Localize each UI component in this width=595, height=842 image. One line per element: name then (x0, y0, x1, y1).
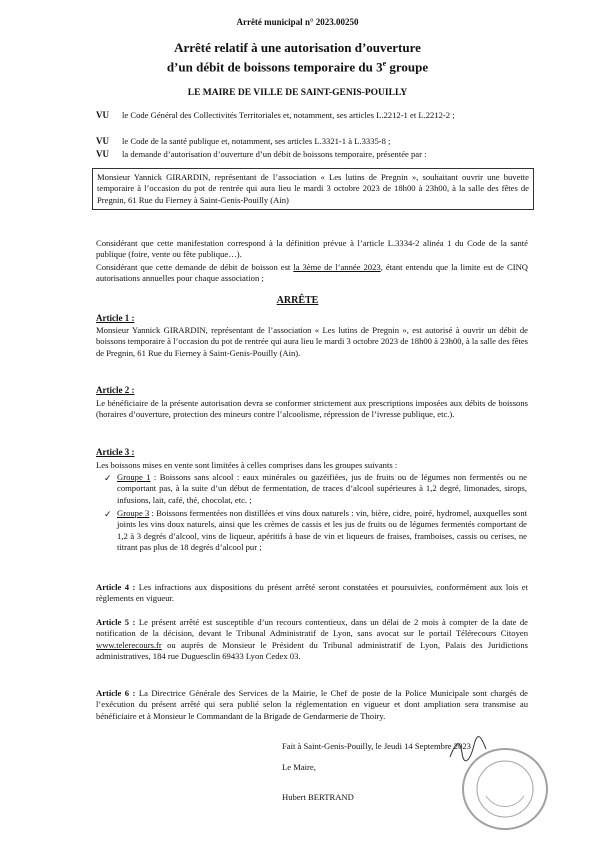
article-4: Article 4 : Les infractions aux dispositions du présent arrêté seront constatées et poursuivies, conformément aux lois et règlements en vigueur. (96, 582, 528, 604)
municipal-stamp (462, 748, 548, 830)
article-5: Article 5 : Le présent arrêté est susceptible d’un recours contentieux, dans un délai de 2 mois à compter de la date de notification de la décision, devant le Tribunal Administratif de Lyon, sans avocat sur le portail Télérecours Citoyen www.telerecours.fr ou auprès de Monsieur le Président du Tribunal administratif de Lyon, Palais des Juridictions administratives, 184 rue Duguesclin 69433 Lyon Cedex 03. (96, 617, 528, 662)
considerant-2: Considérant que cette demande de débit de boisson est la 3ème de l’année 2023, étant entendu que la limite est de CINQ autorisations annuelles pour chaque association ; (96, 262, 528, 284)
article-2-title: Article 2 : (96, 385, 135, 395)
vu-label: VU (96, 110, 109, 120)
vu-item (96, 136, 526, 148)
vu-text: la demande d’autorisation d’ouverture d’un débit de boissons temporaire, présentée par : (122, 149, 427, 159)
checkmark-icon: ✓ (104, 509, 112, 519)
arrete-number: Arrêté municipal n° 2023.00250 (236, 17, 359, 27)
article-1-text: Monsieur Yannick GIRARDIN, représentant de l’association « Les lutins de Pregnin », est autorisé à ouvrir un débit de boissons temporaire à l’occasion du pot de rentrée qui aura lieu le mardi 3 octobre 2023 de 18h00 à 23h00, à la salle des fêtes de Pregnin, 61 Rue du Fierney à Saint-Genis-Pouilly (Ain). (96, 325, 528, 358)
arrete-heading: ARRÊTE (276, 295, 319, 306)
document-title (0, 40, 595, 75)
group-3-item: Groupe 3 : Boissons fermentées non distillées et vins doux naturels : vin, bière, cidre, poiré, hydromel, auxquelles sont joints les vins doux naturels, ainsi que les crèmes de cassis et les jus de fruits ou de légumes fermentés comportant de 1,2 à 3 degrés d’alcool, vins de liqueur, apéritifs à base de vin et liqueurs de fraises, framboises, cassis ou cerises, ne titrant pas plus de 18 degrés d’alcool pur ; (117, 508, 528, 552)
vu-label: VU (96, 136, 109, 146)
checkmark-icon: ✓ (104, 473, 112, 483)
request-box: Monsieur Yannick GIRARDIN, représentant de l’association « Les lutins de Pregnin », souhaitant ouvrir une buvette temporaire à l’occasion du pot de rentrée qui aura lieu le mardi 3 octobre 2023 de 18h00 à 23h00, à la salle des fêtes de Pregnin, 61 Rue du Fierney à Saint-Genis-Pouilly (Ain) (92, 168, 534, 210)
article-3-text: Les boissons mises en vente sont limitées à celles comprises dans les groupes suivants : (96, 460, 398, 470)
article-2-text: Le bénéficiaire de la présente autorisation devra se conformer strictement aux prescriptions imposées aux débits de boissons (horaires d’ouverture, protection des mineurs contre l’alcoolisme, répression de l’ivresse publique, etc.). (96, 398, 528, 420)
place-date: Fait à Saint-Genis-Pouilly, le Jeudi 14 Septembre 2023 (282, 741, 471, 751)
vu-label: VU (96, 149, 109, 159)
stamp-seal-icon (464, 750, 546, 828)
group-1-item: Groupe 1 : Boissons sans alcool : eaux minérales ou gazéifiées, jus de fruits ou de légumes non fermentés ou ne comportant pas, à la suite d’un début de fermentation, de traces d’alcool supérieures à 1,2 degré, limonades, sirops, infusions, lait, café, thé, chocolat, etc. ; (117, 472, 527, 505)
article-6: Article 6 : La Directrice Générale des Services de la Mairie, le Chef de poste de la Police Municipale sont chargés de l’exécution du présent arrêté qui sera publié selon la réglementation en vigueur et dont ampliation sera transmise au bénéficiaire et à Monsieur le Commandant de la Brigade de Gendarmerie de Thoiry. (96, 688, 528, 721)
vu-text: le Code de la santé publique et, notamment, ses articles L.3321-1 à L.3335-8 ; (122, 136, 391, 146)
title-line-2: d’un débit de boissons temporaire du 3e groupe (166, 59, 429, 75)
considerant-1: Considérant que cette manifestation correspond à la définition prévue à l’article L.3334-2 alinéa 1 du Code de la santé publique (foire, vente ou fête publique…). (96, 238, 528, 260)
telerecours-link[interactable]: www.telerecours.fr (96, 639, 162, 650)
signer-role: Le Maire, (282, 762, 316, 772)
signer-name: Hubert BERTRAND (282, 792, 354, 802)
vu-text: le Code Général des Collectivités Territoriales et, notamment, ses articles L.2212-1 et L.2212-2 ; (122, 110, 455, 120)
title-line-1: Arrêté relatif à une autorisation d’ouverture (174, 40, 421, 55)
vu-item (96, 110, 526, 134)
article-1-title: Article 1 : (96, 313, 135, 323)
article-3-title: Article 3 : (96, 447, 135, 457)
authority-heading: LE MAIRE DE VILLE DE SAINT-GENIS-POUILLY (187, 88, 408, 98)
vu-item (96, 149, 526, 161)
